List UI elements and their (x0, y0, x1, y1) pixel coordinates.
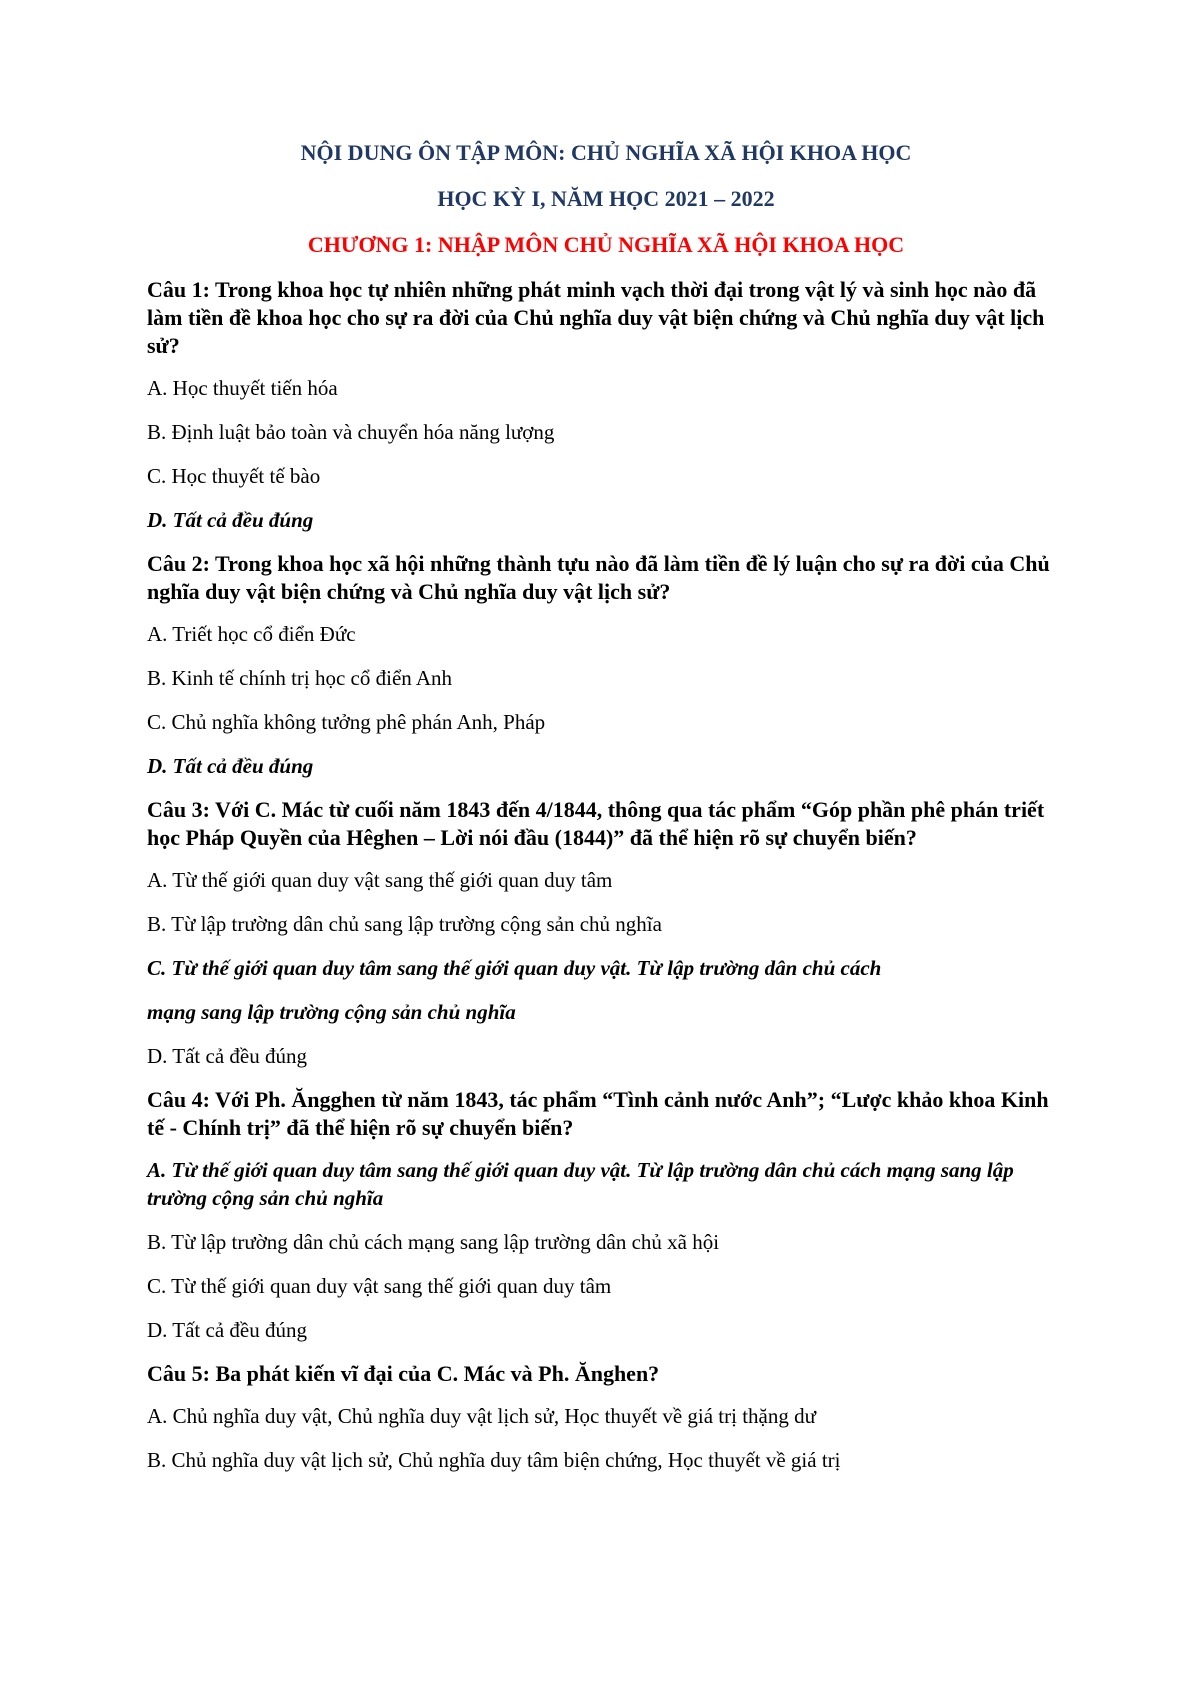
chapter-heading: CHƯƠNG 1: NHẬP MÔN CHỦ NGHĨA XÃ HỘI KHOA HỌC (307, 232, 905, 257)
answer-option: C. Từ thế giới quan duy vật sang thế giới quan duy tâm (147, 1274, 612, 1298)
document-title: NỘI DUNG ÔN TẬP MÔN: CHỦ NGHĨA XÃ HỘI KHOA HỌC (300, 140, 912, 165)
answer-option: A. Chủ nghĩa duy vật, Chủ nghĩa duy vật lịch sử, Học thuyết về giá trị thặng dư (147, 1404, 816, 1428)
question-block (147, 550, 1065, 780)
answer-option-correct: mạng sang lập trường cộng sản chủ nghĩa (147, 1000, 516, 1024)
answer-option: C. Chủ nghĩa không tưởng phê phán Anh, Pháp (147, 710, 546, 734)
answer-option: B. Định luật bảo toàn và chuyển hóa năng lượng (147, 420, 555, 444)
answer-option: A. Học thuyết tiến hóa (147, 376, 338, 400)
answer-option: C. Học thuyết tế bào (147, 464, 321, 488)
answer-option: B. Từ lập trường dân chủ sang lập trường cộng sản chủ nghĩa (147, 912, 662, 936)
semester-subtitle: HỌC KỲ I, NĂM HỌC 2021 – 2022 (437, 186, 775, 211)
question-list (147, 276, 1065, 1474)
answer-option: B. Từ lập trường dân chủ cách mạng sang lập trường dân chủ xã hội (147, 1230, 720, 1254)
answer-option: D. Tất cả đều đúng (147, 1318, 307, 1342)
answer-option: B. Chủ nghĩa duy vật lịch sử, Chủ nghĩa duy tâm biện chứng, Học thuyết về giá trị (147, 1448, 841, 1472)
question-text: Câu 2: Trong khoa học xã hội những thành tựu nào đã làm tiền đề lý luận cho sự ra đời của Chủ nghĩa duy vật biện chứng và Chủ nghĩa duy vật lịch sử? (147, 551, 1050, 604)
answer-option: B. Kinh tế chính trị học cổ điển Anh (147, 666, 453, 690)
question-text: Câu 5: Ba phát kiến vĩ đại của C. Mác và Ph. Ănghen? (147, 1361, 660, 1386)
answer-option-correct: C. Từ thế giới quan duy tâm sang thế giới quan duy vật. Từ lập trường dân chủ cách (147, 956, 882, 980)
answer-option: D. Tất cả đều đúng (147, 1044, 307, 1068)
question-block (147, 1360, 1065, 1474)
answer-option: A. Triết học cổ điển Đức (147, 622, 356, 646)
question-text: Câu 1: Trong khoa học tự nhiên những phát minh vạch thời đại trong vật lý và sinh học nào đã làm tiền đề khoa học cho sự ra đời của Chủ nghĩa duy vật biện chứng và Chủ nghĩa duy vật lịch sử? (147, 277, 1045, 358)
answer-option-correct: D. Tất cả đều đúng (147, 754, 314, 778)
question-text: Câu 4: Với Ph. Ăngghen từ năm 1843, tác phẩm “Tình cảnh nước Anh”; “Lược khảo khoa Kinh tế - Chính trị” đã thể hiện rõ sự chuyển biến? (147, 1087, 1049, 1140)
answer-option: A. Từ thế giới quan duy vật sang thế giới quan duy tâm (147, 868, 613, 892)
question-block (147, 796, 1065, 1070)
answer-option-correct: D. Tất cả đều đúng (147, 508, 314, 532)
question-block (147, 1086, 1065, 1344)
question-block (147, 276, 1065, 534)
question-text: Câu 3: Với C. Mác từ cuối năm 1843 đến 4/1844, thông qua tác phẩm “Góp phần phê phán triết học Pháp Quyền của Hêghen – Lời nói đầu (1844)” đã thể hiện rõ sự chuyển biến? (147, 797, 1045, 850)
document-content (147, 140, 1065, 1490)
answer-option-correct: A. Từ thế giới quan duy tâm sang thế giới quan duy vật. Từ lập trường dân chủ cách mạng sang lập trường cộng sản chủ nghĩa (147, 1158, 1014, 1210)
